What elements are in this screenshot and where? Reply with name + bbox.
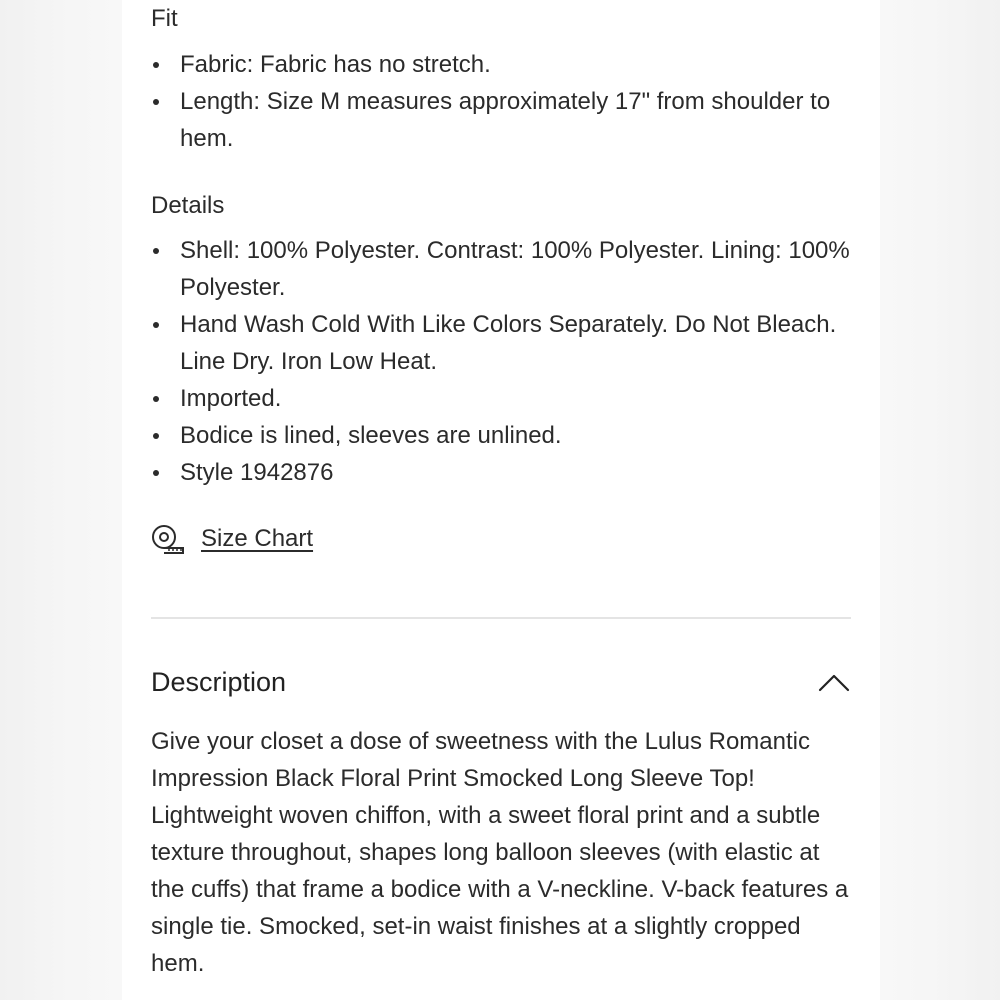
size-chart-label[interactable]: Size Chart — [201, 525, 314, 552]
product-info-panel — [122, 0, 880, 1000]
details-list — [151, 232, 851, 491]
right-background — [880, 0, 1000, 1000]
size-chart-link[interactable] — [151, 522, 313, 556]
fit-item-fabric: Fabric: Fabric has no stretch. — [151, 46, 851, 83]
details-item-care: Hand Wash Cold With Like Colors Separately. Do Not Bleach. Line Dry. Iron Low Heat. — [151, 306, 851, 380]
fit-list — [151, 46, 851, 157]
details-item-material: Shell: 100% Polyester. Contrast: 100% Polyester. Lining: 100% Polyester. — [151, 232, 851, 306]
fit-heading: Fit — [151, 5, 178, 32]
details-item-lining: Bodice is lined, sleeves are unlined. — [151, 417, 851, 454]
details-heading: Details — [151, 192, 225, 219]
details-item-style: Style 1942876 — [151, 454, 851, 491]
left-background — [0, 0, 122, 1000]
description-body: Give your closet a dose of sweetness with the Lulus Romantic Impression Black Floral Print Smocked Long Sleeve Top! Lightweight woven chiffon, with a sweet floral print and a subtle texture throughout, shapes long balloon sleeves (with elastic at the cuffs) that frame a bodice with a V-neckline. V-back features a single tie. Smocked, set-in waist finishes at a slightly cropped hem. — [151, 728, 849, 977]
section-divider — [151, 617, 851, 619]
description-title: Description — [151, 667, 287, 697]
fit-item-length: Length: Size M measures approximately 17" from shoulder to hem. — [151, 83, 851, 157]
chevron-up-icon[interactable] — [817, 671, 851, 693]
details-item-origin: Imported. — [151, 380, 851, 417]
description-accordion-header[interactable] — [151, 660, 851, 704]
measuring-tape-icon — [151, 524, 185, 554]
